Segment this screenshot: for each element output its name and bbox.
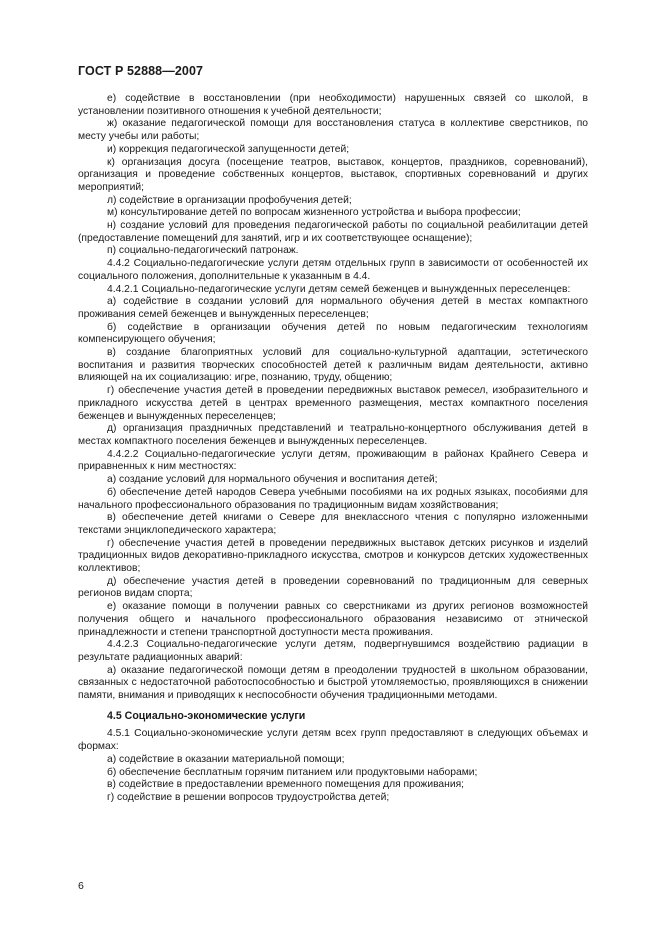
paragraph: 4.4.2 Социально-педагогические услуги детям отдельных групп в зависимости от особенностей их социального положения, дополнительные к указанным в 4.4. [78, 258, 588, 282]
paragraph: а) создание условий для нормального обучения и воспитания детей; [107, 474, 438, 486]
paragraph: м) консультирование детей по вопросам жизненного устройства и выбора профессии; [107, 207, 521, 219]
paragraph: а) содействие в создании условий для нормального обучения детей в местах компактного проживания семей беженцев и вынужденных переселенцев; [78, 296, 588, 320]
paragraph: в) содействие в предоставлении временного помещения для проживания; [107, 779, 465, 791]
paragraph: 4.4.2.1 Социально-педагогические услуги детям семей беженцев и вынужденных переселенцев: [107, 283, 571, 295]
paragraph: 4.5.1 Социально-экономические услуги детям всех групп предоставляют в следующих объемах и формах: [78, 728, 588, 753]
paragraph: д) организация праздничных представлений и театрально-концертного обслуживания детей в местах компактного поселения беженцев и вынужденных переселенцев. [78, 423, 588, 447]
section-heading: 4.5 Социально-экономические услуги [107, 709, 306, 722]
paragraph: а) содействие в оказании материальной помощи; [107, 753, 345, 765]
paragraph: 4.4.2.2 Социально-педагогические услуги детям, проживающим в районах Крайнего Севера и приравненных к ним местностях: [78, 448, 588, 473]
paragraph: к) организация досуга (посещение театров, выставок, концертов, праздников, соревнований), организация и проведение собственных концертов, выставок, спортивных соревнований и других мероприятий; [78, 156, 588, 193]
paragraph: л) содействие в организации профобучения детей; [107, 194, 352, 206]
paragraph: г) обеспечение участия детей в проведении передвижных выставок ремесел, изобразительного и прикладного искусства детей в центрах временного размещения, местах компактного поселения беженцев и вынужденных переселенцев; [78, 385, 588, 422]
paragraph: г) содействие в решении вопросов трудоустройства детей; [107, 791, 390, 803]
paragraph: б) обеспечение бесплатным горячим питанием или продуктовыми наборами; [107, 766, 478, 778]
document-header: ГОСТ Р 52888—2007 [78, 64, 204, 78]
paragraph: ж) оказание педагогической помощи для восстановления статуса в коллективе сверстников, по месту учебы или работы; [78, 118, 588, 143]
paragraph: г) обеспечение участия детей в проведении передвижных выставок детских рисунков и изделий традиционных видов декоративно-прикладного искусства, смотров и конкурсов детских художественных коллективов; [78, 537, 588, 575]
paragraph: в) обеспечение детей книгами о Севере для внеклассного чтения с популярно изложенными текстами энциклопедического характера; [78, 512, 588, 536]
page-number: 6 [78, 880, 84, 892]
paragraph: д) обеспечение участия детей в проведении соревнований по традиционным для северных регионов видам спорта; [78, 575, 588, 600]
paragraph: п) социально-педагогический патронаж. [107, 245, 299, 257]
paragraph: н) создание условий для проведения педагогической работы по социальной реабилитации детей (предоставление помещений для занятий, игр и их соответствующее оснащение); [78, 220, 588, 244]
paragraph: б) содействие в организации обучения детей по новым педагогическим технологиям компенсирующего обучения; [78, 321, 588, 346]
paragraph: б) обеспечение детей народов Севера учебными пособиями на их родных языках, пособиями для начального профессионального образования по традиционным видам хозяйствования; [78, 486, 588, 511]
paragraph: а) оказание педагогической помощи детям в преодолении трудностей в школьном образовании, связанных с недостаточной работоспособностью и быстрой утомляемостью, проявляющихся в снижении памяти, внимания и приводящих к неспособности обучения традиционными методами. [78, 664, 588, 702]
paragraph: 4.4.2.3 Социально-педагогические услуги детям, подвергнувшимся воздействию радиации в результате радиационных аварий: [78, 639, 588, 663]
paragraph: е) оказание помощи в получении равных со сверстниками из других регионов возможностей получения общего и начального профессионального образования независимо от этнической принадлежности и степени транспортной доступности места проживания. [78, 601, 588, 638]
document-body [78, 93, 588, 805]
paragraph: в) создание благоприятных условий для социально-культурной адаптации, эстетического воспитания и развития творческих способностей детей к различным видам деятельности, активно влияющей на их социализацию: игре, познанию, труду, общению; [78, 347, 588, 384]
paragraph: и) коррекция педагогической запущенности детей; [107, 143, 350, 155]
paragraph: е) содействие в восстановлении (при необходимости) нарушенных связей со школой, в установлении позитивного отношения к учебной деятельности; [78, 93, 588, 117]
